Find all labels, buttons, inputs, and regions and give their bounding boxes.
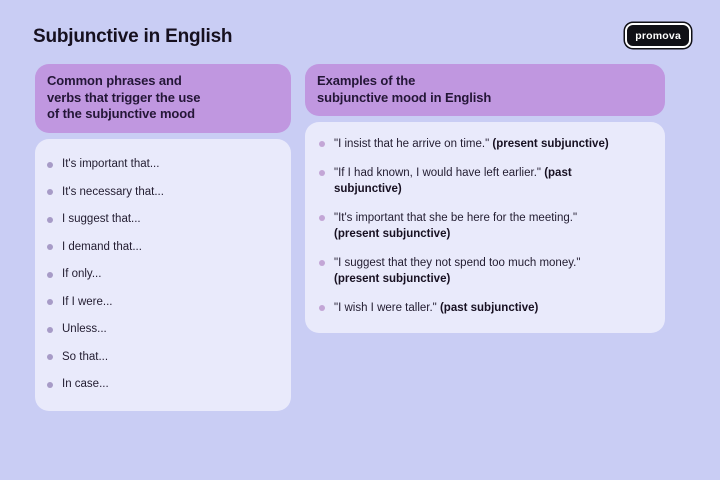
heading-line: verbs that trigger the use [47, 89, 201, 105]
list-item [47, 295, 281, 310]
bullet-icon [47, 217, 53, 223]
bullet-icon [319, 215, 325, 221]
left-column [35, 64, 291, 411]
list-item [47, 377, 281, 392]
example-text [334, 136, 609, 152]
example-text [334, 210, 625, 242]
heading-line: of the subjunctive mood [47, 106, 195, 121]
list-item-label: It's important that... [62, 158, 160, 170]
bullet-icon [47, 272, 53, 278]
bullet-icon [47, 162, 53, 168]
example-text [334, 300, 538, 316]
brand-badge [625, 23, 691, 48]
example-mood-label: (present subjunctive) [334, 228, 451, 240]
list-item-label: If I were... [62, 295, 113, 308]
list-item [47, 267, 281, 282]
list-item-label: I suggest that... [62, 213, 141, 225]
list-item [47, 240, 281, 255]
bullet-icon [47, 327, 53, 333]
list-item [47, 322, 281, 337]
example-quote: "I insist that he arrive on time." [334, 138, 490, 150]
list-item-label: So that... [62, 350, 109, 363]
bullet-icon [319, 305, 325, 311]
bullet-icon [319, 260, 325, 266]
bullet-icon [47, 354, 53, 360]
example-mood-label: (past subjunctive) [334, 167, 572, 195]
examples-list [305, 122, 665, 333]
example-quote: "I suggest that they not spend too much money." [334, 257, 581, 269]
list-item [47, 350, 281, 365]
page-title: Subjunctive in English [33, 26, 233, 47]
trigger-phrases-list [35, 139, 291, 411]
right-column [305, 64, 665, 333]
example-text [334, 255, 625, 287]
list-item [319, 136, 625, 152]
list-item-label: If only... [62, 268, 102, 280]
brand-badge-label: promova [635, 30, 681, 42]
list-item [319, 300, 625, 316]
bullet-icon [47, 299, 53, 305]
list-item [319, 255, 625, 287]
heading-line: subjunctive mood in English [317, 89, 492, 105]
right-column-heading [305, 64, 665, 116]
heading-line: Examples of the [317, 73, 416, 88]
list-item [47, 157, 281, 172]
example-text [334, 165, 625, 197]
example-quote: "If I had known, I would have left earlier." [334, 167, 541, 179]
left-column-heading [35, 64, 291, 133]
example-mood-label: (present subjunctive) [492, 138, 609, 150]
example-mood-label: (present subjunctive) [334, 273, 451, 285]
list-item-label: I demand that... [62, 240, 142, 253]
example-quote: "I wish I were taller." [334, 302, 437, 314]
list-item-label: It's necessary that... [62, 185, 164, 198]
bullet-icon [47, 382, 53, 388]
bullet-icon [319, 170, 325, 176]
bullet-icon [47, 244, 53, 250]
bullet-icon [319, 141, 325, 147]
list-item [319, 165, 625, 197]
example-quote: "It's important that she be here for the meeting." [334, 212, 578, 224]
example-mood-label: (past subjunctive) [439, 302, 539, 314]
list-item-label: Unless... [62, 323, 107, 335]
list-item-label: In case... [62, 378, 109, 390]
list-item [47, 185, 281, 200]
bullet-icon [47, 189, 53, 195]
heading-line: Common phrases and [47, 73, 182, 88]
list-item [47, 212, 281, 227]
list-item [319, 210, 625, 242]
